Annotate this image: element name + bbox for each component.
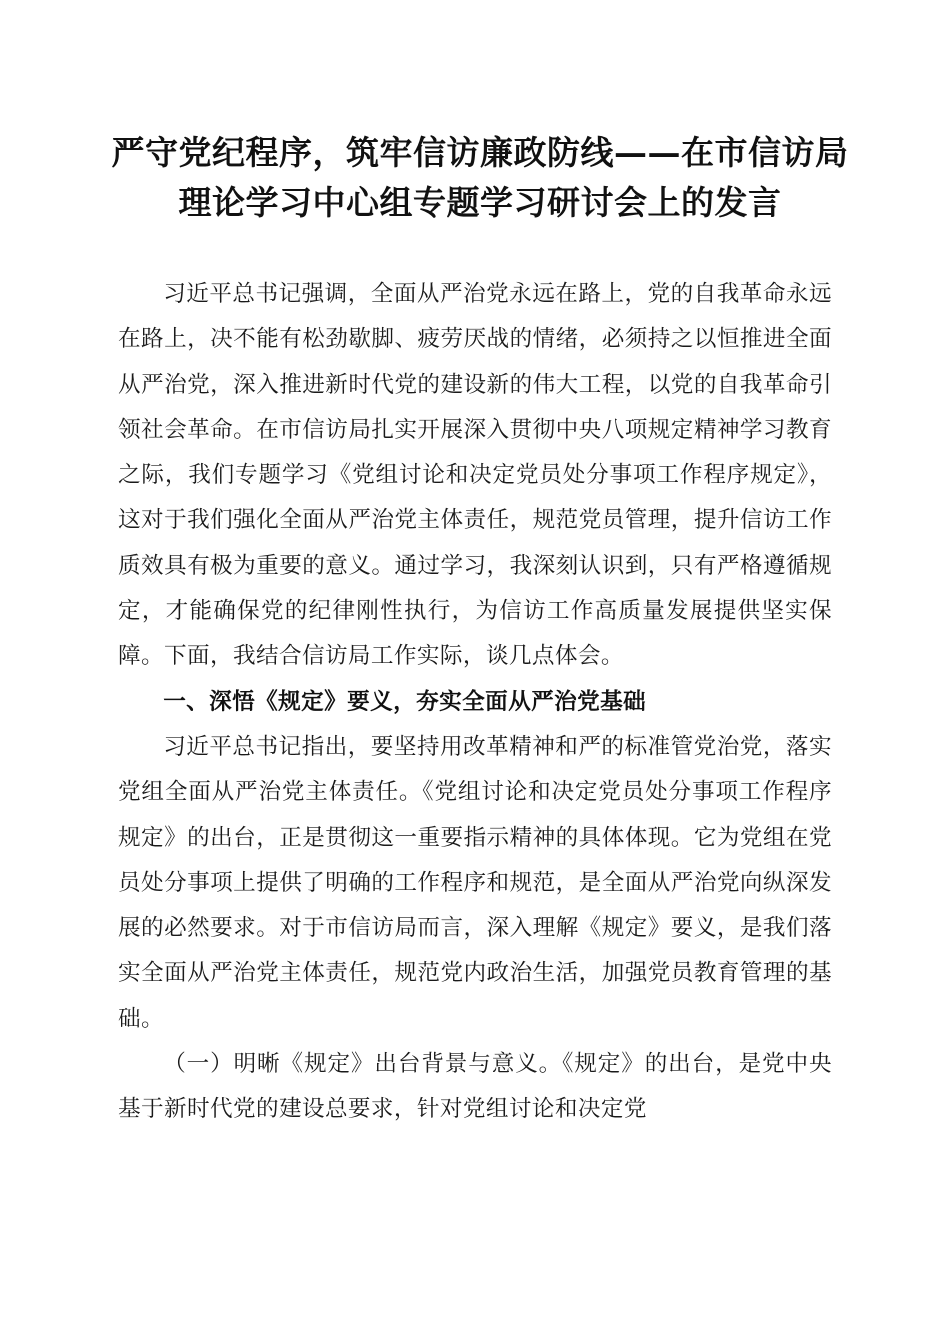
document-body (118, 272, 832, 1133)
intro-paragraph: 习近平总书记强调，全面从严治党永远在路上，党的自我革命永远在路上，决不能有松劲歇脚、疲劳厌战的情绪，必须持之以恒推进全面从严治党，深入推进新时代党的建设新的伟大工程，以党的自我革命引领社会革命。在市信访局扎实开展深入贯彻中央八项规定精神学习教育之际，我们专题学习《党组讨论和决定党员处分事项工作程序规定》，这对于我们强化全面从严治党主体责任，规范党员管理，提升信访工作质效具有极为重要的意义。通过学习，我深刻认识到，只有严格遵循规定，才能确保党的纪律刚性执行，为信访工作高质量发展提供坚实保障。下面，我结合信访局工作实际，谈几点体会。 (118, 281, 832, 670)
document-title: 严守党纪程序，筑牢信访廉政防线——在市信访局理论学习中心组专题学习研讨会上的发言 (111, 133, 849, 222)
section-1-paragraph: 习近平总书记指出，要坚持用改革精神和严的标准管党治党，落实党组全面从严治党主体责任。《党组讨论和决定党员处分事项工作程序规定》的出台，正是贯彻这一重要指示精神的具体体现。它为党组在党员处分事项上提供了明确的工作程序和规范，是全面从严治党向纵深发展的必然要求。对于市信访局而言，深入理解《规定》要义，是我们落实全面从严治党主体责任，规范党内政治生活，加强党员教育管理的基础。 (118, 733, 832, 1032)
subsection-1-paragraph: （一）明晰《规定》出台背景与意义。《规定》的出台，是党中央基于新时代党的建设总要求，针对党组讨论和决定党 (118, 1051, 832, 1123)
section-heading-1: 一、深悟《规定》要义，夯实全面从严治党基础 (163, 688, 647, 715)
